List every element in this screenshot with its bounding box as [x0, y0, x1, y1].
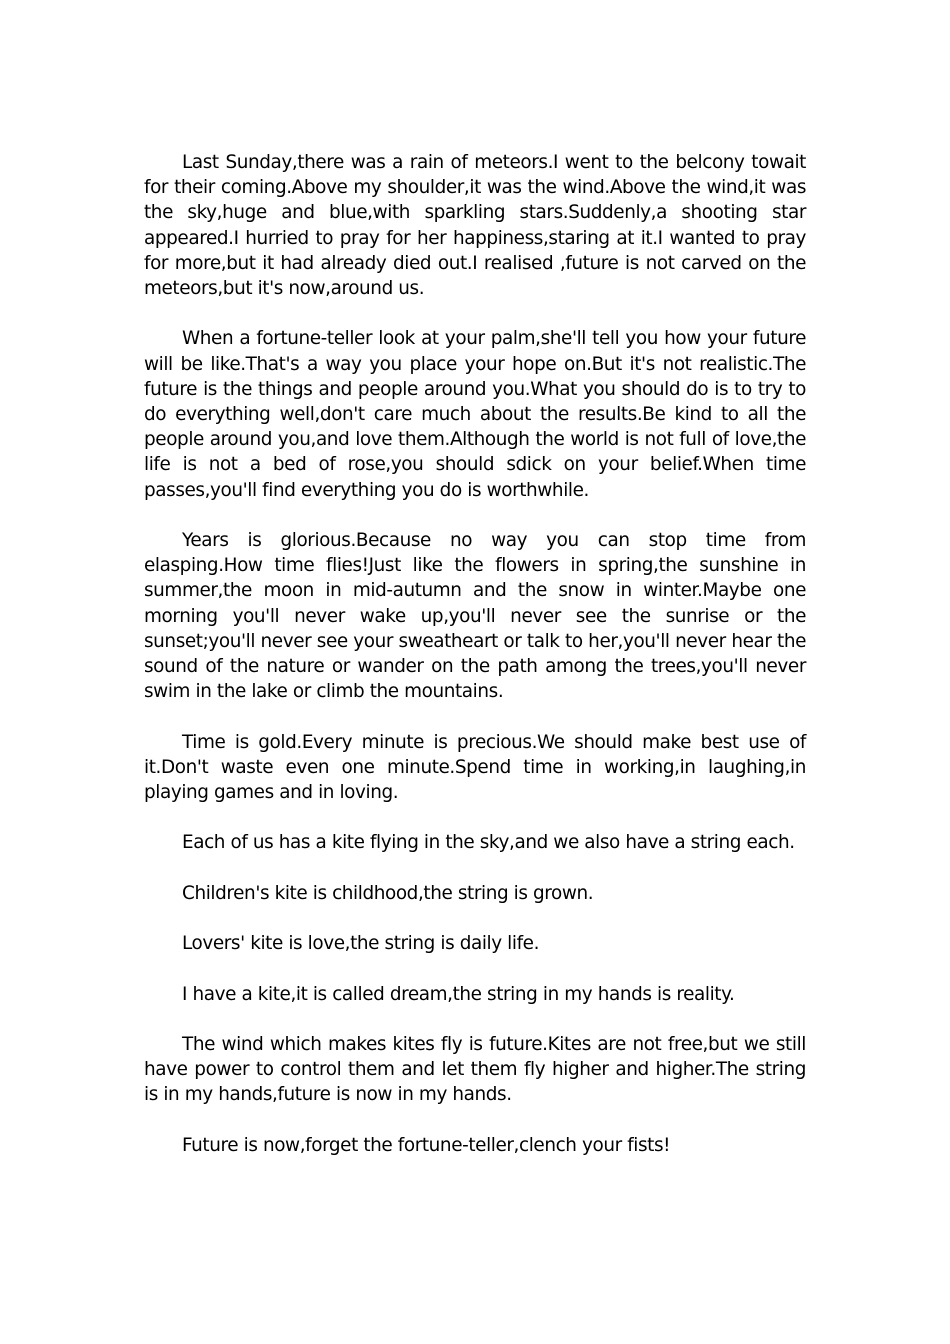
paragraph-lovers-kite: Lovers' kite is love,the string is daily life. [182, 933, 540, 955]
paragraph-fortune-teller: When a fortune-teller look at your palm,she'll tell you how your future will be like.That's a way you place your hope on.But it's not realistic.The future is the things and people around you.What you should do is to try to do everything well,don't care much about the results.Be kind to all the people around you,and love them.Although the world is not full of love,the life is not a bed of rose,you should sdick on your belief.When time passes,you'll find everything you do is worthwhile. [144, 328, 806, 501]
essay-body [144, 150, 806, 1183]
paragraph-time-is-gold: Time is gold.Every minute is precious.We should make best use of it.Don't waste even one minute.Spend time in working,in laughing,in playing games and in loving. [144, 731, 806, 804]
paragraph-dream-kite: I have a kite,it is called dream,the string in my hands is reality. [182, 983, 735, 1005]
paragraph-wind-future: The wind which makes kites fly is future.Kites are not free,but we still have power to control them and let them fly higher and higher.The string is in my hands,future is now in my hands. [144, 1033, 806, 1106]
paragraph-kite-each: Each of us has a kite flying in the sky,and we also have a string each. [182, 832, 795, 854]
paragraph-years: Years is glorious.Because no way you can stop time from elasping.How time flies!Just like the flowers in spring,the sunshine in summer,the moon in mid-autumn and the snow in winter.Maybe one morning you'll never wake up,you'll never see the sunrise or the sunset;you'll never see your sweatheart or talk to her,you'll never hear the sound of the nature or wander on the path among the trees,you'll never swim in the lake or climb the mountains. [144, 530, 806, 703]
paragraph-closing: Future is now,forget the fortune-teller,clench your fists! [182, 1134, 671, 1156]
paragraph-children-kite: Children's kite is childhood,the string is grown. [182, 882, 594, 904]
paragraph-meteors: Last Sunday,there was a rain of meteors.I went to the belcony towait for their coming.Above my shoulder,it was the wind.Above the wind,it was the sky,huge and blue,with sparkling stars.Suddenly,a shooting star appeared.I hurried to pray for her happiness,staring at it.I wanted to pray for more,but it had already died out.I realised ,future is not carved on the meteors,but it's now,around us. [144, 152, 806, 300]
